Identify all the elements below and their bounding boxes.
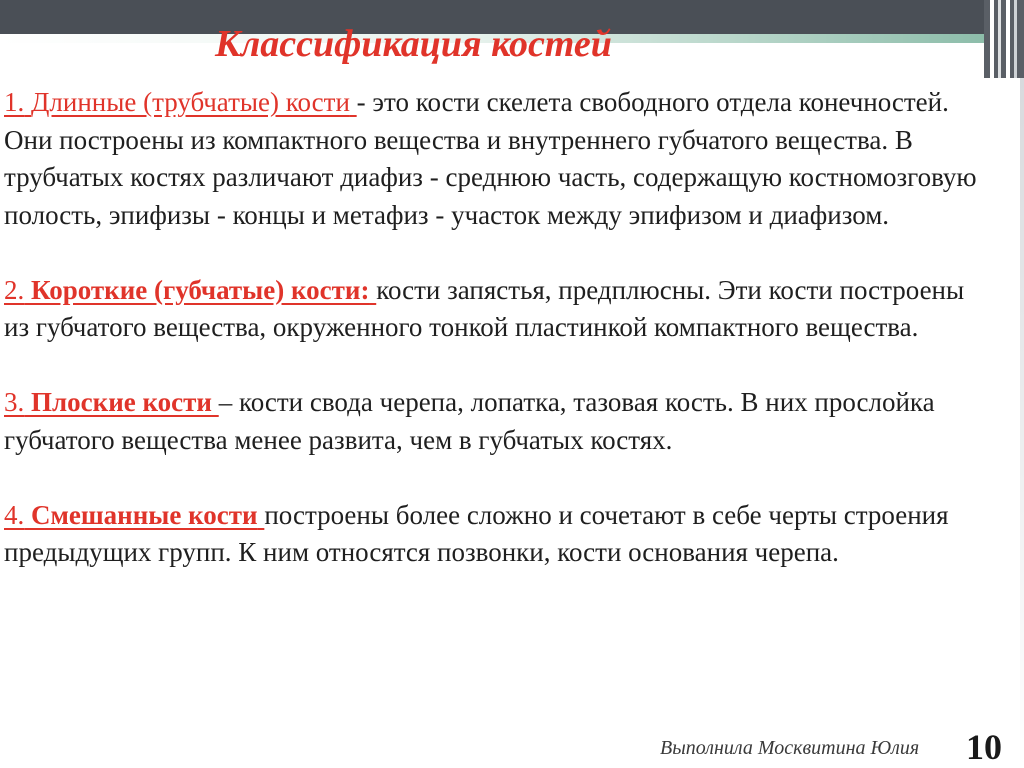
term-number: 2. — [4, 274, 25, 305]
term-flat-bones — [4, 387, 219, 417]
term-label: Длинные (трубчатые) кости — [31, 87, 350, 117]
slide-content — [4, 84, 990, 609]
footer-author: Выполнила Москвитина Юлия — [660, 737, 920, 759]
term-label: Плоские кости — [31, 387, 212, 417]
term-number: 1. — [4, 87, 25, 117]
slide-right-edge — [1020, 78, 1024, 767]
paragraph-text: - это кости скелета свободного отдела конечностей. Они построены из компактного вещества и внутреннего губчатого вещества. В трубчатых костях различают диафиз - среднюю часть, содержащую костномозговую полость, эпифизы - концы и метафиз - участок между эпифизом и диафизом. — [4, 87, 977, 230]
paragraph-text: – кости свода черепа, лопатка, тазовая кость. В них прослойка губчатого вещества менее развита, чем в губчатых костях. — [4, 387, 935, 455]
term-label: Короткие (губчатые) кости: — [31, 274, 370, 305]
paragraph-mixed-bones — [4, 497, 990, 572]
term-long-bones — [4, 87, 357, 117]
term-mixed-bones — [4, 500, 264, 530]
paragraph-flat-bones — [4, 384, 990, 459]
page-number: 10 — [966, 727, 1002, 767]
paragraph-long-bones — [4, 84, 990, 234]
paragraph-short-bones — [4, 272, 990, 347]
term-label: Смешанные кости — [31, 499, 258, 530]
paragraph-text: кости запястья, предплюсны. Эти кости построены из губчатого вещества, окруженного тонкой пластинкой компактного вещества. — [4, 274, 965, 342]
term-number: 4. — [4, 499, 25, 530]
term-short-bones — [4, 275, 376, 305]
corner-stripes-decoration — [984, 0, 1024, 78]
paragraph-text: построены более сложно и сочетают в себе черты строения предыдущих групп. К ним относятся позвонки, кости основания черепа. — [4, 499, 949, 567]
term-number: 3. — [4, 387, 25, 417]
slide-title: Классификация костей — [215, 23, 612, 65]
